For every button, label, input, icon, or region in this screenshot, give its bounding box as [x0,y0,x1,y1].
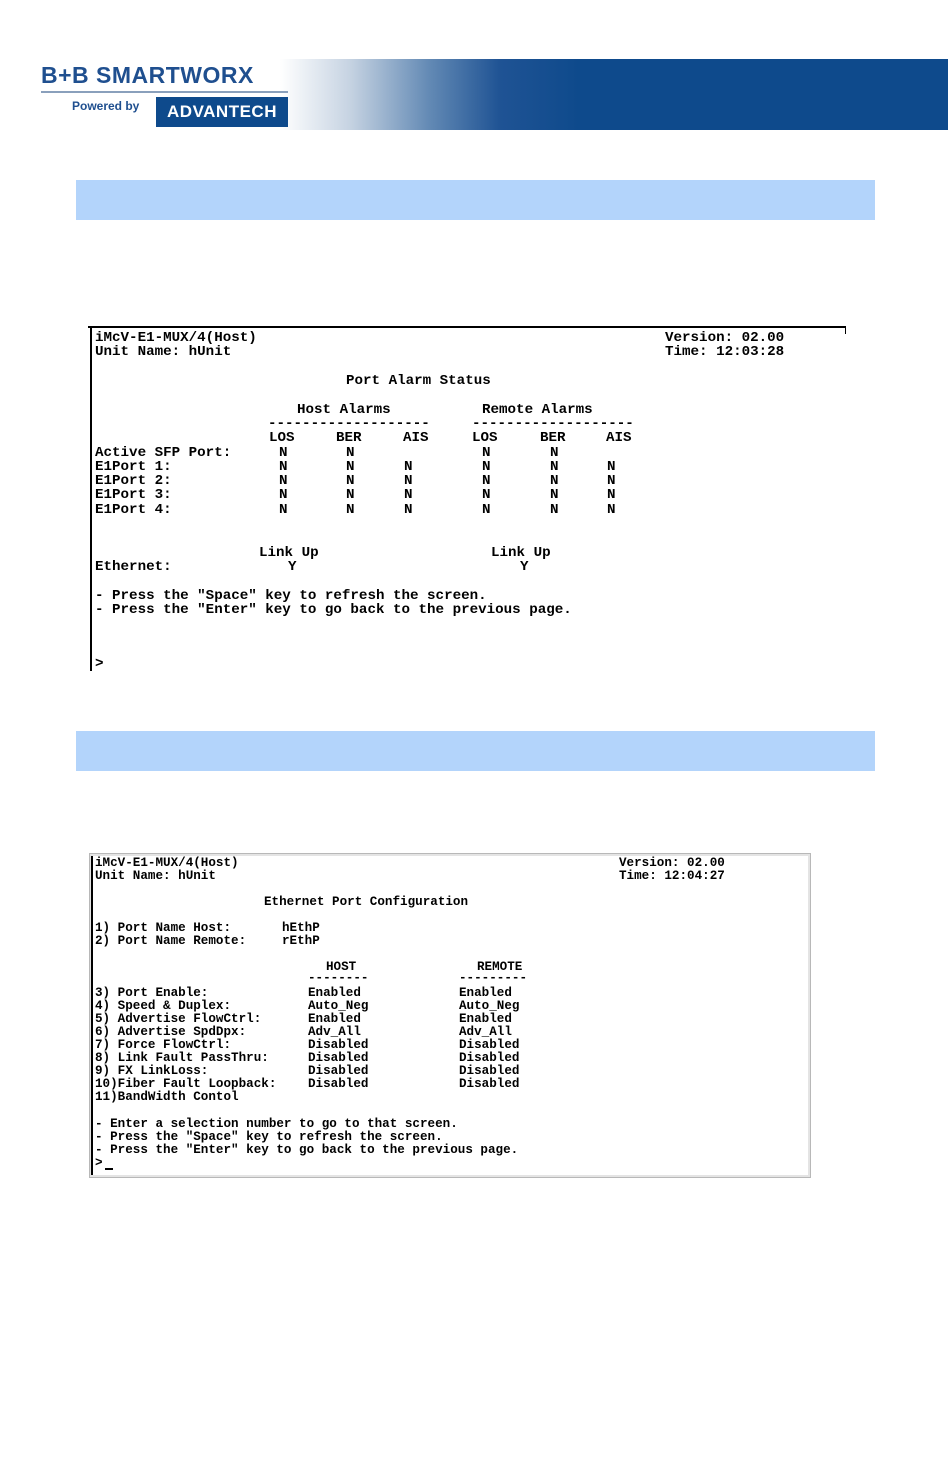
column-header-remote: REMOTE [477,960,523,974]
menu-item-4[interactable]: 4) Speed & Duplex: [95,999,232,1013]
unit-name: Unit Name: hUnit [95,869,216,883]
menu-item-2[interactable]: 2) Port Name Remote: [95,934,247,948]
host-setting-value: Auto_Neg [308,999,369,1013]
remote-ber-value: N [550,487,559,503]
remote-setting-value: Enabled [459,986,512,1000]
screen-title: Ethernet Port Configuration [264,895,469,909]
row-label: E1Port 3: [95,487,172,503]
logo-brand-text: B+B SMARTWORX [41,62,254,88]
host-los-value: N [279,487,288,503]
back-hint: - Press the "Enter" key to go back to the previous page. [95,1143,519,1157]
command-prompt[interactable]: > [95,1156,103,1170]
clock-time: Time: 12:04:27 [619,869,725,883]
host-setting-value: Disabled [308,1038,369,1052]
host-link-up-value: Y [288,559,297,575]
host-setting-value: Disabled [308,1064,369,1078]
port-name-host-value: hEthP [282,921,320,935]
host-los-value: N [279,459,288,475]
ethernet-port-configuration-screen [89,853,811,1178]
remote-setting-value: Disabled [459,1051,520,1065]
port-name-remote-value: rEthP [282,934,320,948]
remote-los-value: N [482,487,491,503]
menu-item-6[interactable]: 6) Advertise SpdDpx: [95,1025,247,1039]
refresh-hint: - Press the "Space" key to refresh the screen. [95,588,487,604]
remote-link-up-value: Y [520,559,529,575]
host-ber-value: N [346,487,355,503]
remote-ais-value: N [607,473,616,489]
remote-ber-value: N [550,459,559,475]
remote-alarms-underline: ------------------- [472,416,634,432]
remote-setting-value: Disabled [459,1038,520,1052]
logo-partner: ADVANTECH [156,97,288,127]
command-prompt[interactable]: > [95,656,104,672]
column-header-ais: AIS [403,430,429,446]
remote-setting-value: Disabled [459,1064,520,1078]
remote-ber-value: N [550,445,559,461]
menu-item-5[interactable]: 5) Advertise FlowCtrl: [95,1012,262,1026]
row-label: E1Port 2: [95,473,172,489]
selection-hint: - Enter a selection number to go to that screen. [95,1117,458,1131]
firmware-version: Version: 02.00 [619,856,725,870]
unit-name: Unit Name: hUnit [95,344,232,360]
host-ais-value: N [404,487,413,503]
text-cursor [105,1168,113,1170]
menu-item-8[interactable]: 8) Link Fault PassThru: [95,1051,269,1065]
row-label: E1Port 4: [95,502,172,518]
host-ais-value: N [404,473,413,489]
terminal-border [845,328,846,334]
column-header-host: HOST [326,960,357,974]
host-ber-value: N [346,502,355,518]
remote-link-up-heading: Link Up [491,545,551,561]
host-los-value: N [279,473,288,489]
host-los-value: N [279,502,288,518]
logo-powered-by: Powered by [72,99,140,113]
column-header-ais: AIS [606,430,632,446]
host-ber-value: N [346,445,355,461]
host-alarms-heading: Host Alarms [297,402,391,418]
remote-underline: --------- [459,971,528,985]
menu-item-11[interactable]: 11)BandWidth Contol [95,1090,239,1104]
host-ais-value: N [404,459,413,475]
host-setting-value: Disabled [308,1051,369,1065]
row-label: E1Port 1: [95,459,172,475]
remote-los-value: N [482,459,491,475]
host-setting-value: Enabled [308,986,361,1000]
menu-item-1[interactable]: 1) Port Name Host: [95,921,232,935]
host-los-value: N [279,445,288,461]
screen-title: Port Alarm Status [346,373,491,389]
port-alarm-status-screen [88,326,846,671]
column-header-ber: BER [336,430,362,446]
remote-setting-value: Disabled [459,1077,520,1091]
host-link-up-heading: Link Up [259,545,319,561]
menu-item-3[interactable]: 3) Port Enable: [95,986,209,1000]
host-underline: -------- [308,971,369,985]
remote-setting-value: Adv_All [459,1025,512,1039]
logo-rule [41,91,288,93]
host-setting-value: Adv_All [308,1025,361,1039]
remote-los-value: N [482,473,491,489]
row-label: Active SFP Port: [95,445,232,461]
host-ber-value: N [346,473,355,489]
remote-setting-value: Auto_Neg [459,999,520,1013]
remote-ais-value: N [607,459,616,475]
ethernet-label: Ethernet: [95,559,172,575]
remote-ber-value: N [550,502,559,518]
model-name: iMcV-E1-MUX/4(Host) [95,330,257,346]
column-header-los: LOS [269,430,295,446]
remote-alarms-heading: Remote Alarms [482,402,593,418]
remote-ais-value: N [607,502,616,518]
terminal-border [90,328,92,671]
column-header-ber: BER [540,430,566,446]
remote-los-value: N [482,502,491,518]
back-hint: - Press the "Enter" key to go back to the previous page. [95,602,572,618]
refresh-hint: - Press the "Space" key to refresh the screen. [95,1130,443,1144]
menu-item-7[interactable]: 7) Force FlowCtrl: [95,1038,232,1052]
host-ais-value: N [404,502,413,518]
menu-item-10[interactable]: 10)Fiber Fault Loopback: [95,1077,277,1091]
model-name: iMcV-E1-MUX/4(Host) [95,856,239,870]
remote-los-value: N [482,445,491,461]
remote-ais-value: N [607,487,616,503]
firmware-version: Version: 02.00 [665,330,785,346]
column-header-los: LOS [472,430,498,446]
section-heading-bar [76,731,875,771]
host-alarms-underline: ------------------- [268,416,430,432]
host-setting-value: Disabled [308,1077,369,1091]
menu-item-9[interactable]: 9) FX LinkLoss: [95,1064,209,1078]
company-logo [41,62,291,128]
section-heading-bar [76,180,875,220]
host-ber-value: N [346,459,355,475]
host-setting-value: Enabled [308,1012,361,1026]
remote-ber-value: N [550,473,559,489]
clock-time: Time: 12:03:28 [665,344,785,360]
remote-setting-value: Enabled [459,1012,512,1026]
terminal-border [91,856,93,1175]
